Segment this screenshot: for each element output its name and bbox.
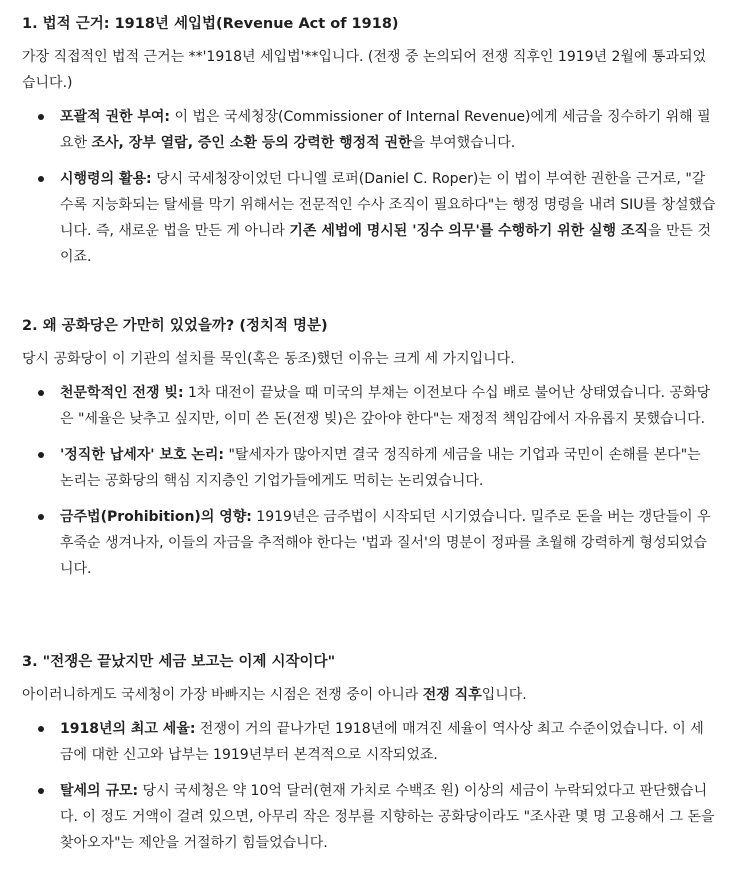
bullet-dot-icon [38,176,44,182]
list-item-text: 전쟁이 거의 끝나가던 1918년에 매겨진 세율이 역사상 최고 수준이었습니다. 이 세금에 대한 신고와 납부는 1919년부터 본격적으로 시작되었죠. [60,721,704,763]
list-item-text: 이 법은 국세청장(Commissioner of Internal Revenue)에게 세금을 징수하기 위해 필요한 [60,109,711,151]
list-item-emphasis: 조사, 장부 열람, 증인 소환 등의 강력한 행정적 권한 [91,135,412,151]
bullet-list [22,716,716,856]
list-item-text: 을 만든 것이죠. [60,223,712,265]
list-item-title: 천문학적인 전쟁 빚: [60,385,184,401]
list-item-text: 당시 국세청은 약 10억 달러(현재 가치로 수백조 원) 이상의 세금이 누락되었다고 판단했습니다. 이 정도 거액이 걸려 있으면, 아무리 작은 정부를 지향하는 공화당이라도 "조사관 몇 명 고용해서 그 돈을 찾아오자"는 제안을 거절하기 힘들었습니다. [60,783,715,851]
section-intro: 당시 공화당이 이 기관의 설치를 묵인(혹은 동조)했던 이유는 크게 세 가지입니다. [22,351,515,367]
section-heading: 2. 왜 공화당은 가만히 있었을까? (정치적 명분) [22,318,328,334]
bullet-dot-icon [38,452,44,458]
bullet-list [22,104,716,270]
list-item-text: 을 부여했습니다. [411,135,516,151]
list-item [22,716,716,768]
list-item-text: 당시 국세청장이었던 다니엘 로퍼(Daniel C. Roper)는 이 법이 부여한 권한을 근거로, "갈수록 지능화되는 탈세를 막기 위해서는 전문적인 수사 조직이 필요하다"는 행정 명령을 내려 SIU를 창설했습니다. 즉, 새로운 법을 만든 게 아니라 [60,171,716,239]
section-intro-emphasis: 전쟁 직후 [422,687,482,703]
list-item-title: 탈세의 규모: [60,783,139,799]
list-item [22,442,716,494]
list-item [22,380,716,432]
list-item [22,504,716,582]
list-item-title: 1918년의 최고 세율: [60,721,196,737]
section-post-war-tax [22,652,716,866]
bullet-dot-icon [38,726,44,732]
section-political-reason [22,316,716,592]
list-item-emphasis: 기존 세법에 명시된 '징수 의무'를 수행하기 위한 실행 조직 [289,223,649,239]
list-item-title: 금주법(Prohibition)의 영향: [60,509,252,525]
section-legal-basis [22,14,716,280]
section-intro: 가장 직접적인 법적 근거는 **'1918년 세입법'**입니다. (전쟁 중 논의되어 전쟁 직후인 1919년 2월에 통과되었습니다.) [22,49,707,91]
list-item-title: '정직한 납세자' 보호 논리: [60,447,225,463]
list-item-text: 1919년은 금주법이 시작되던 시기였습니다. 밀주로 돈을 버는 갱단들이 우후죽순 생겨나자, 이들의 자금을 추적해야 한다는 '법과 질서'의 명분이 정파를 초월해 강력하게 형성되었습니다. [60,509,711,577]
section-intro-text: 아이러니하게도 국세청이 가장 바빠지는 시점은 전쟁 중이 아니라 [22,687,423,703]
list-item-text: "탈세자가 많아지면 결국 정직하게 세금을 내는 기업과 국민이 손해를 본다"는 논리는 공화당의 핵심 지지층인 기업가들에게도 먹히는 논리였습니다. [60,447,701,489]
bullet-list [22,380,716,582]
bullet-dot-icon [38,788,44,794]
section-intro [22,682,716,708]
list-item [22,166,716,270]
bullet-dot-icon [38,390,44,396]
bullet-dot-icon [38,514,44,520]
list-item-text: 1차 대전이 끝났을 때 미국의 부채는 이전보다 수십 배로 불어난 상태였습니다. 공화당은 "세율은 낮추고 싶지만, 이미 쓴 돈(전쟁 빚)은 갚아야 한다"는 재정적 책임감에서 자유롭지 못했습니다. [60,385,711,427]
section-heading: 3. "전쟁은 끝났지만 세금 보고는 이제 시작이다" [22,654,336,670]
list-item-title: 시행령의 활용: [60,171,152,187]
list-item [22,778,716,856]
list-item [22,104,716,156]
list-item-title: 포괄적 권한 부여: [60,109,171,125]
bullet-dot-icon [38,114,44,120]
section-intro-text: 입니다. [481,687,527,703]
section-heading: 1. 법적 근거: 1918년 세입법(Revenue Act of 1918) [22,16,399,32]
